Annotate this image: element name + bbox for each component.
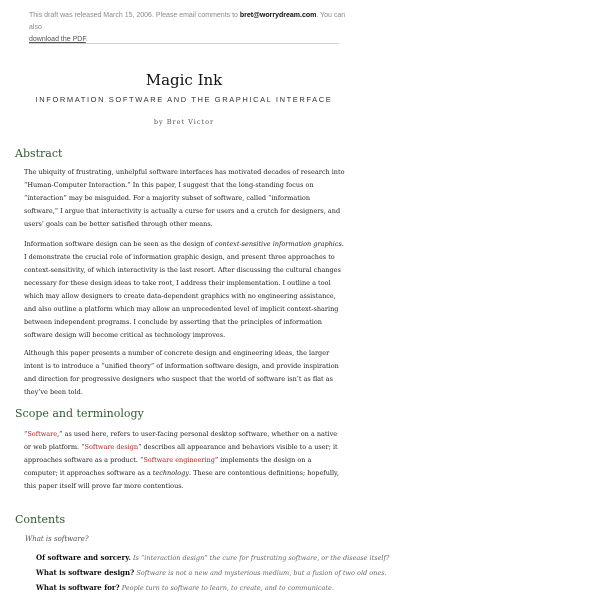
term-software: Software (27, 430, 58, 438)
page-title: Magic Ink (145, 71, 223, 89)
abstract-paragraph-2: Information software design can be seen as the design of context-sensitive information graphics. I demonstrate the crucial role of information graphic design, and present three approaches to context-sensitivity, of which interactivity is the last resort. After discussing the cultural changes necessary for these design ideas to take root, I address their implementation. I outline a tool which may allow designers to create data-dependent graphics with no engineering assistance, and also outline a platform which may allow an unprecedented level of implicit context-sharing between independent programs. I conclude by asserting that the principles of information software design will become critical as technology improves. (24, 240, 344, 339)
toc-section-what-is-software: What is software? (25, 535, 89, 543)
header-divider (29, 43, 339, 44)
abstract-paragraph-3: Although this paper presents a number of concrete design and engineering ideas, the larger intent is to introduce a “unified theory” of information software design, and provide inspiration and direction for progressive designers who suspect that the world of software isn’t as flat as they’ve been told. (24, 349, 339, 396)
toc-item[interactable]: What is software for? People turn to software to learn, to create, and to communicate. (36, 583, 334, 592)
toc-item[interactable]: Of software and sorcery. Is “interaction design” the cure for frustrating software, or the disease itself? (36, 553, 390, 562)
scope-paragraph: “Software,” as used here, refers to user-facing personal desktop software, whether on a native or web platform. “Software design” describes all appearance and behaviors visible to a user; it approaches software as a product. “Software engineering” implements the design on a computer; it approaches software as a technology. These are contentious definitions; hopefully, this paper itself will prove far more contentious. (24, 430, 339, 490)
author-byline: by Bret Victor (153, 118, 215, 126)
contents-heading: Contents (15, 513, 66, 526)
email-address[interactable]: bret@worrydream.com (239, 12, 317, 19)
term-software-engineering: Software engineering (143, 456, 215, 464)
toc-item[interactable]: What is software design? Software is not a new and mysterious medium, but a fusion of two old ones. (36, 568, 387, 577)
abstract-heading: Abstract (15, 147, 63, 160)
scope-heading: Scope and terminology (15, 407, 144, 420)
draft-notice: This draft was released March 15, 2006. Please email comments to bret@worrydream.com. You can also download the PDF. (29, 12, 346, 43)
page-subtitle: INFORMATION SOFTWARE AND THE GRAPHICAL INTERFACE (35, 95, 333, 104)
abstract-paragraph-1: The ubiquity of frustrating, unhelpful software interfaces has motivated decades of research into “Human-Computer Interaction.” In this paper, I suggest that the long-standing focus on “interaction” may be misguided. For a majority subset of software, called “information software,” I argue that interactivity is actually a curse for users and a crutch for designers, and users’ goals can be better satisfied through other means. (24, 168, 345, 228)
download-pdf-link[interactable]: download the PDF (29, 36, 86, 43)
term-software-design: Software design (84, 443, 139, 451)
